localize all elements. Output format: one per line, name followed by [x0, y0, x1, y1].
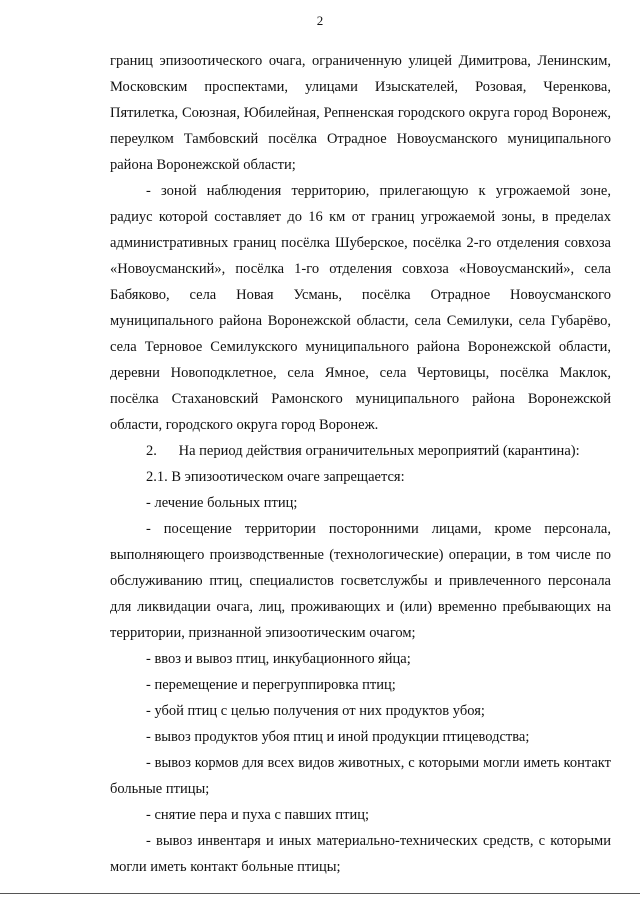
list-item: - вывоз инвентаря и иных материально-технических средств, с которыми могли иметь контакт больные птицы;	[110, 833, 611, 875]
paragraph: границ эпизоотического очага, ограниченную улицей Димитрова, Ленинским, Московским проспектами, улицами Изыскателей, Розовая, Черенкова, Пятилетка, Союзная, Юбилейная, Репненская городского округа город Воронеж, переулком Тамбовский посёлка Отрадное Новоусманского муниципального района Воронежской области;	[110, 53, 611, 173]
list-item: - ввоз и вывоз птиц, инкубационного яйца;	[146, 651, 411, 667]
list-item: - вывоз продуктов убоя птиц и иной продукции птицеводства;	[146, 729, 530, 745]
list-item: - посещение территории посторонними лицами, кроме персонала, выполняющего производственные (технологические) операции, в том числе по обслуживанию птиц, специалистов госветслужбы и привлеченного персонала для ликвидации очага, лиц, проживающих и (или) временно пребывающих на территории, признанной эпизоотическим очагом;	[110, 521, 611, 641]
list-item: - снятие пера и пуха с павших птиц;	[146, 807, 370, 823]
page-number: 2	[316, 13, 324, 28]
list-item: - убой птиц с целью получения от них продуктов убоя;	[146, 703, 485, 719]
list-item: - лечение больных птиц;	[146, 495, 298, 511]
subsection-heading: 2.1. В эпизоотическом очаге запрещается:	[146, 469, 405, 485]
list-item: - вывоз кормов для всех видов животных, с которыми могли иметь контакт больные птицы;	[110, 755, 611, 797]
paragraph: - зоной наблюдения территорию, прилегающую к угрожаемой зоне, радиус которой составляет до 16 км от границ угрожаемой зоны, в пределах административных границ посёлка Шуберское, посёлка 2-го отделения совхоза «Новоусманский», посёлка 1-го отделения совхоза «Новоусманский», села Бабяково, села Новая Усмань, посёлка Отрадное Новоусманского муниципального района Воронежской области, села Семилуки, села Губарёво, села Терновое Семилукского муниципального района Воронежской области, деревни Новоподклетное, села Ямное, села Чертовицы, посёлка Маклок, посёлка Стахановский Рамонского муниципального района Воронежской области, городского округа город Воронеж.	[110, 183, 611, 433]
section-heading: 2. На период действия ограничительных мероприятий (карантина):	[146, 443, 580, 459]
list-item: - перемещение и перегруппировка птиц;	[146, 677, 396, 693]
page-bottom-rule	[0, 893, 640, 894]
